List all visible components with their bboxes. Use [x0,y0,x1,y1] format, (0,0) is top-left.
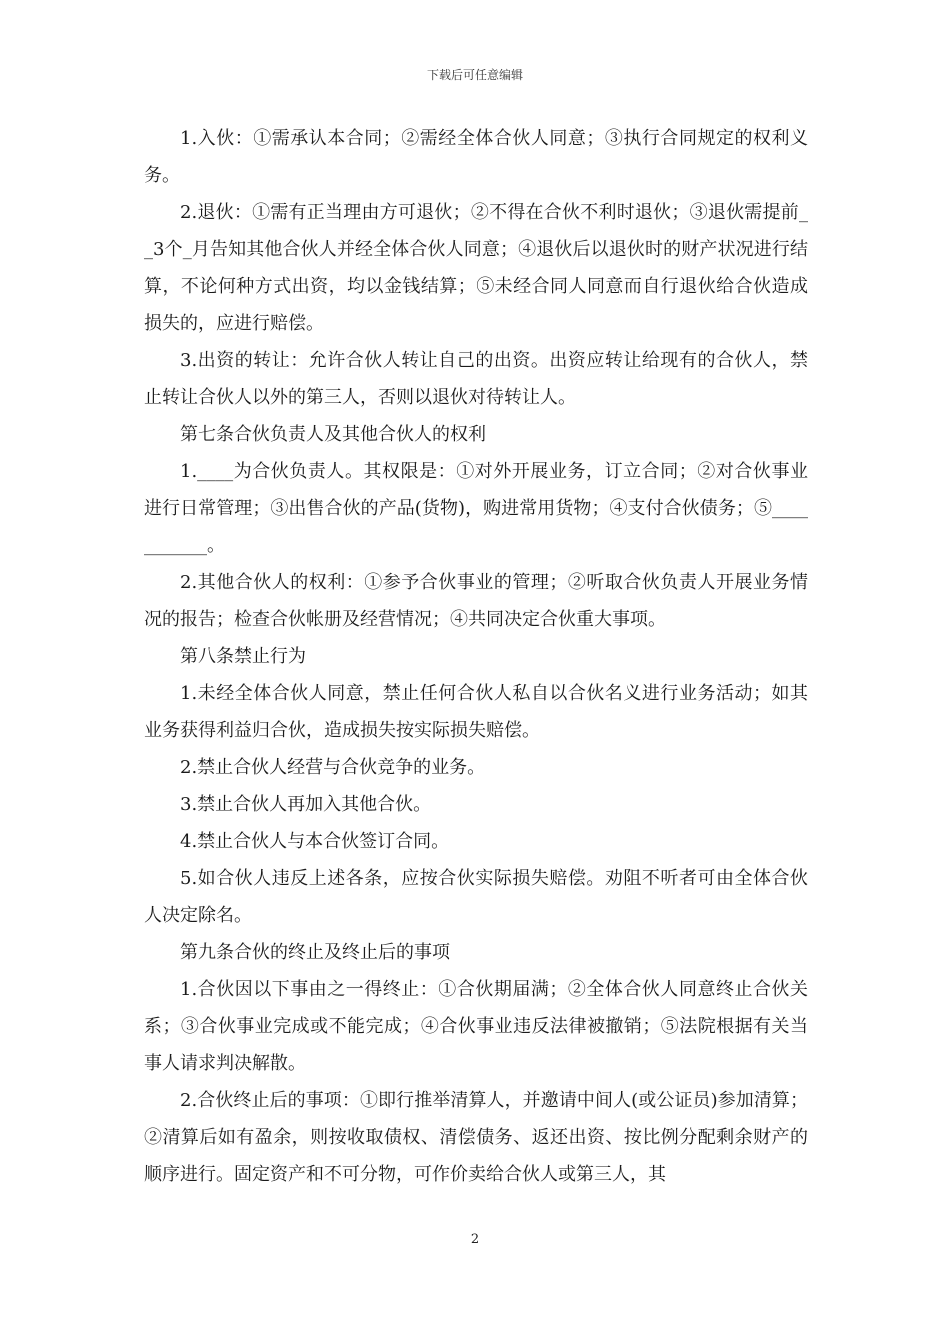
paragraph-post-termination: 2.合伙终止后的事项：①即行推举清算人，并邀请中间人(或公证员)参加清算；②清算后如有盈余，则按收取债权、清偿债务、返还出资、按比例分配剩余财产的顺序进行。固定资产和不可分物，可作价卖给合伙人或第三人，其 [144,1090,808,1185]
paragraph-termination-causes: 1.合伙因以下事由之一得终止：①合伙期届满；②全体合伙人同意终止合伙关系；③合伙事业完成或不能完成；④合伙事业违反法律被撤销；⑤法院根据有关当事人请求判决解散。 [144,979,808,1074]
paragraph-prohibition-1: 1.未经全体合伙人同意，禁止任何合伙人私自以合伙名义进行业务活动；如其业务获得利益归合伙，造成损失按实际损失赔偿。 [144,683,808,741]
paragraph-prohibition-5: 5.如合伙人违反上述各条，应按合伙实际损失赔偿。劝阻不听者可由全体合伙人决定除名。 [144,868,808,926]
paragraph-other-partner-rights: 2.其他合伙人的权利：①参予合伙事业的管理；②听取合伙负责人开展业务情况的报告；检查合伙帐册及经营情况；④共同决定合伙重大事项。 [144,572,808,630]
paragraph-withdrawal: 2.退伙：①需有正当理由方可退伙；②不得在合伙不利时退伙；③退伙需提前__3个_月告知其他合伙人并经全体合伙人同意；④退伙后以退伙时的财产状况进行结算，不论何种方式出资，均以金钱结算；⑤未经合同人同意而自行退伙给合伙造成损失的，应进行赔偿。 [144,202,808,334]
paragraph-prohibition-4: 4.禁止合伙人与本合伙签订合同。 [180,831,450,852]
page-number: 2 [470,1232,480,1247]
section-heading-article-8: 第八条禁止行为 [180,646,306,667]
paragraph-partner-lead: 1.____为合伙负责人。其权限是：①对外开展业务，订立合同；②对合伙事业进行日常管理；③出售合伙的产品(货物)，购进常用货物；④支付合伙债务；⑤___________。 [144,461,808,556]
paragraph-prohibition-2: 2.禁止合伙人经营与合伙竞争的业务。 [180,757,486,778]
section-heading-article-7: 第七条合伙负责人及其他合伙人的权利 [180,424,486,445]
page-header: 下载后可任意编辑 [426,68,523,82]
section-heading-article-9: 第九条合伙的终止及终止后的事项 [180,942,450,963]
paragraph-joining: 1.入伙：①需承认本合同；②需经全体合伙人同意；③执行合同规定的权利义务。 [144,128,808,186]
paragraph-prohibition-3: 3.禁止合伙人再加入其他合伙。 [180,794,432,815]
document-body [144,120,808,1193]
paragraph-capital-transfer: 3.出资的转让：允许合伙人转让自己的出资。出资应转让给现有的合伙人，禁止转让合伙人以外的第三人，否则以退伙对待转让人。 [144,350,808,408]
